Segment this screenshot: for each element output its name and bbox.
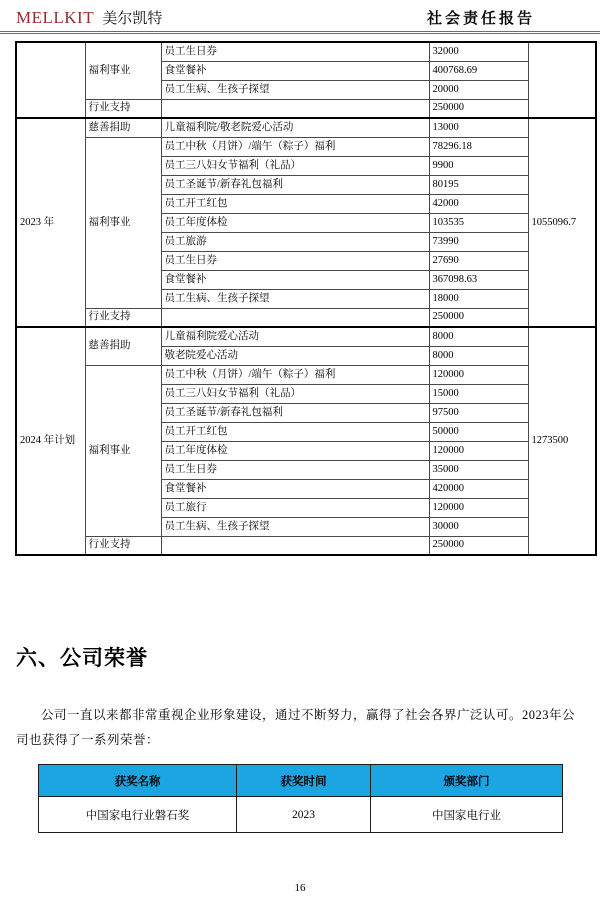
item-cell: 员工旅行 [161,498,429,517]
welfare-table-body [16,42,596,555]
category-cell: 福利事业 [85,42,161,99]
amount-cell: 400768.69 [429,61,528,80]
table-row [16,327,596,346]
total-cell [528,42,596,118]
category-cell: 行业支持 [85,536,161,555]
brand-logo [16,7,162,28]
welfare-table [15,41,597,556]
table-row [16,365,596,384]
honor-name-cell: 中国家电行业磐石奖 [39,797,237,833]
item-cell: 食堂餐补 [161,479,429,498]
amount-cell: 250000 [429,99,528,118]
page-header [0,0,600,34]
total-cell: 1055096.7 [528,118,596,327]
honor-dept-cell: 中国家电行业 [371,797,563,833]
amount-cell: 27690 [429,251,528,270]
item-cell: 员工生病、生孩子探望 [161,289,429,308]
table-row [16,42,596,61]
honor-header-cell: 获奖名称 [39,765,237,797]
item-cell: 儿童福利院/敬老院爱心活动 [161,118,429,137]
amount-cell: 120000 [429,365,528,384]
category-cell: 福利事业 [85,137,161,308]
honor-row [39,797,563,833]
table-row [16,99,596,118]
item-cell: 员工生日券 [161,460,429,479]
total-cell: 1273500 [528,327,596,555]
amount-cell: 120000 [429,498,528,517]
honor-header-cell: 获奖时间 [237,765,371,797]
item-cell: 员工圣诞节/新春礼包福利 [161,403,429,422]
category-cell: 行业支持 [85,99,161,118]
honor-time-cell: 2023 [237,797,371,833]
honors-table [38,764,563,833]
category-cell: 慈善捐助 [85,327,161,365]
item-cell: 员工三八妇女节福利（礼品） [161,156,429,175]
honors-table-body [39,797,563,833]
item-cell: 员工生日券 [161,251,429,270]
amount-cell: 97500 [429,403,528,422]
item-cell [161,99,429,118]
item-cell: 员工年度体检 [161,441,429,460]
item-cell: 员工年度体检 [161,213,429,232]
amount-cell: 9900 [429,156,528,175]
amount-cell: 8000 [429,346,528,365]
amount-cell: 250000 [429,536,528,555]
item-cell: 食堂餐补 [161,61,429,80]
amount-cell: 103535 [429,213,528,232]
document-title: 社会责任报告 [426,11,535,27]
amount-cell: 80195 [429,175,528,194]
amount-cell: 367098.63 [429,270,528,289]
category-cell: 慈善捐助 [85,118,161,137]
honor-header-cell: 颁奖部门 [371,765,563,797]
amount-cell: 20000 [429,80,528,99]
year-cell: 2024 年计划 [16,327,85,555]
item-cell [161,308,429,327]
amount-cell: 18000 [429,289,528,308]
item-cell: 员工中秋（月饼）/端午（粽子）福利 [161,137,429,156]
amount-cell: 120000 [429,441,528,460]
amount-cell: 420000 [429,479,528,498]
section-heading: 六、公司荣誉 [16,647,148,670]
section-paragraph: 公司一直以来都非常重视企业形象建设，通过不断努力，赢得了社会各界广泛认可。2023年公司也获得了一系列荣誉： [16,708,576,747]
amount-cell: 42000 [429,194,528,213]
category-cell: 行业支持 [85,308,161,327]
amount-cell: 32000 [429,42,528,61]
year-cell: 2023 年 [16,118,85,327]
item-cell: 员工中秋（月饼）/端午（粽子）福利 [161,365,429,384]
item-cell: 儿童福利院爱心活动 [161,327,429,346]
item-cell: 员工开工红包 [161,422,429,441]
amount-cell: 30000 [429,517,528,536]
amount-cell: 50000 [429,422,528,441]
item-cell: 员工生病、生孩子探望 [161,517,429,536]
table-row [16,308,596,327]
item-cell: 员工生日券 [161,42,429,61]
item-cell [161,536,429,555]
item-cell: 员工开工红包 [161,194,429,213]
honors-table-head [39,765,563,797]
brand-name-en: MELLKIT [16,8,95,27]
year-cell [16,42,85,118]
amount-cell: 8000 [429,327,528,346]
amount-cell: 13000 [429,118,528,137]
item-cell: 员工三八妇女节福利（礼品） [161,384,429,403]
page-number: 16 [294,882,306,894]
item-cell: 敬老院爱心活动 [161,346,429,365]
amount-cell: 35000 [429,460,528,479]
item-cell: 食堂餐补 [161,270,429,289]
brand-name-cn: 美尔凯特 [102,11,163,27]
amount-cell: 15000 [429,384,528,403]
category-cell: 福利事业 [85,365,161,536]
item-cell: 员工生病、生孩子探望 [161,80,429,99]
honors-header-row [39,765,563,797]
table-row [16,536,596,555]
table-row [16,137,596,156]
amount-cell: 73990 [429,232,528,251]
amount-cell: 250000 [429,308,528,327]
table-row [16,118,596,137]
item-cell: 员工旅游 [161,232,429,251]
amount-cell: 78296.18 [429,137,528,156]
item-cell: 员工圣诞节/新春礼包福利 [161,175,429,194]
